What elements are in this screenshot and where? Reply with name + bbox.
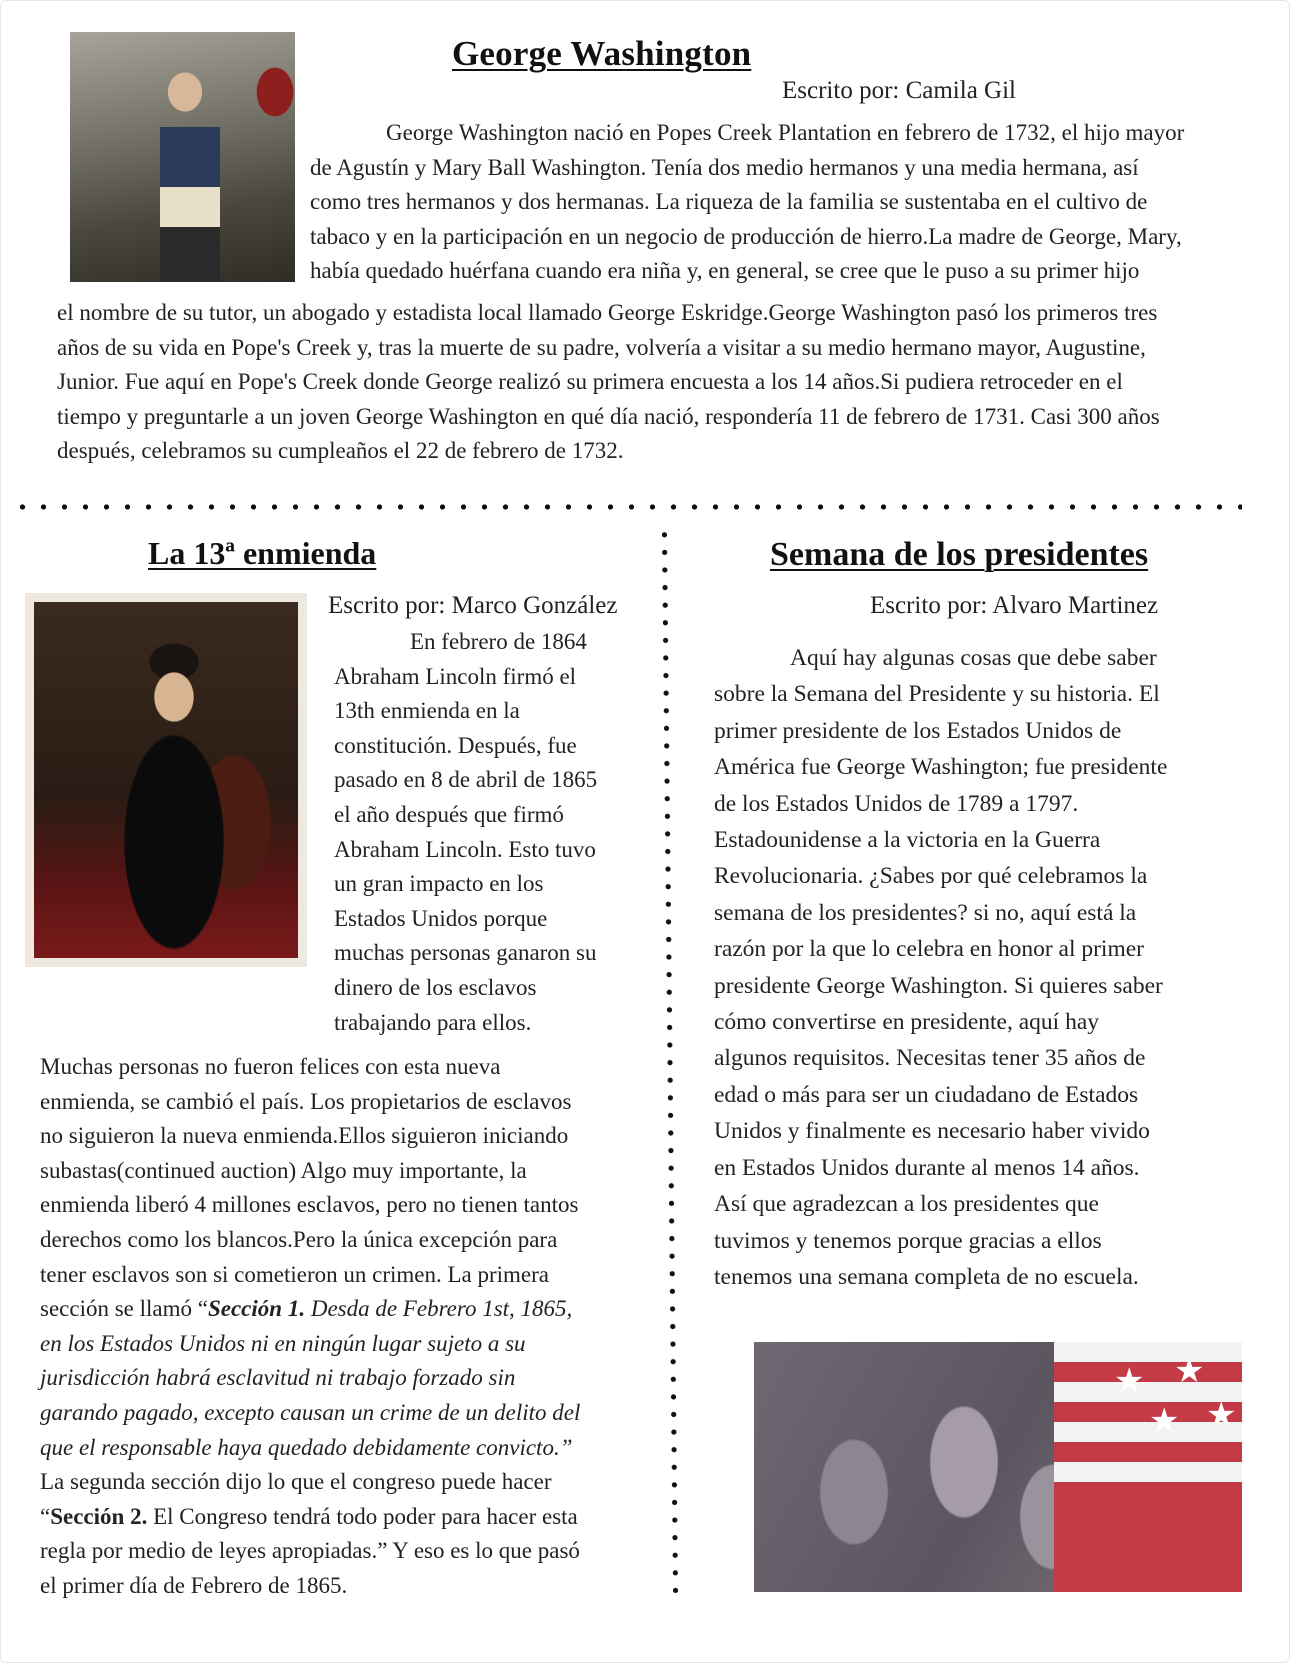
text-line: de los Estados Unidos de 1789 a 1797. xyxy=(714,790,1079,817)
text-line: enmienda, se cambió el país. Los propietarios de esclavos xyxy=(40,1088,572,1114)
text-line: En febrero de 1864 xyxy=(410,629,587,654)
text-line: tuvimos y tenemos porque gracias a ellos xyxy=(714,1227,1102,1254)
text-line: tabaco y en la participación en un negocio de producción de hierro.La madre de George, Mary, xyxy=(310,223,1182,249)
lincoln-portrait-image xyxy=(25,593,307,967)
text-line: razón por la que lo celebra en honor al primer xyxy=(714,936,1144,963)
section1-line: garando pagado, excepto causan un crime de un delito del xyxy=(40,1399,581,1425)
text-line: como tres hermanos y dos hermanas. La riqueza de la familia se sustentaba en el cultivo de xyxy=(310,189,1148,215)
flag-star-icon: ★ xyxy=(1206,1395,1237,1435)
text-line: tenemos una semana completa de no escuela. xyxy=(714,1263,1139,1290)
text-line: 13th enmienda en la xyxy=(334,698,520,724)
article1-title: George Washington xyxy=(452,34,752,73)
text-line: Junior. Fue aquí en Pope's Creek donde George realizó su primera encuesta a los 14 años.Si pudiera retroceder en el xyxy=(57,369,1123,395)
text-line: sobre la Semana del Presidente y su historia. El xyxy=(714,681,1160,708)
text-line: regla por medio de leyes apropiadas.” Y eso es lo que pasó xyxy=(40,1538,580,1564)
text-line: en Estados Unidos durante al menos 14 años. xyxy=(714,1154,1140,1181)
text-line: cómo convertirse en presidente, aquí hay xyxy=(714,1009,1099,1036)
section1-line: en los Estados Unidos ni en ningún lugar sujeto a su xyxy=(40,1330,526,1356)
section2-quote: “ xyxy=(40,1503,51,1529)
text-line: enmienda liberó 4 millones esclavos, pero no tienen tantos xyxy=(40,1192,579,1218)
text-line: semana de los presidentes? si no, aquí está la xyxy=(714,899,1137,926)
section1-prefix: sección se llamó “ xyxy=(40,1296,208,1322)
article2-full-text xyxy=(40,1050,660,1604)
article3-text xyxy=(714,640,1254,1295)
article2-wrapped-text xyxy=(334,625,654,1040)
flag-star-icon: ★ xyxy=(1149,1401,1180,1441)
text-line: el año después que firmó xyxy=(334,801,564,827)
text-line: no siguieron la nueva enmienda.Ellos siguieron iniciando xyxy=(40,1123,569,1149)
section1-line: que el responsable haya quedado debidamente convicto.” xyxy=(40,1434,573,1460)
text-line: pasado en 8 de abril de 1865 xyxy=(334,767,598,793)
article1-byline: Escrito por: Camila Gil xyxy=(782,77,1016,104)
text-line: Aquí hay algunas cosas que debe saber xyxy=(790,645,1157,671)
text-line: subastas(continued auction) Algo muy importante, la xyxy=(40,1157,527,1183)
text-line: había quedado huérfana cuando era niña y, en general, se cree que le puso a su primer hijo xyxy=(310,258,1140,284)
text-line: tener esclavos son si cometieron un crimen. La primera xyxy=(40,1261,550,1287)
text-line: Estados Unidos porque xyxy=(334,905,548,931)
text-line: constitución. Después, fue xyxy=(334,732,577,758)
flag-star-icon: ★ xyxy=(1114,1361,1145,1401)
text-line: el nombre de su tutor, un abogado y estadista local llamado George Eskridge.George Washington pasó los primeros tres xyxy=(57,300,1158,325)
washington-portrait-image xyxy=(70,32,295,282)
section1-line: jurisdicción habrá esclavitud ni trabajo forzado sin xyxy=(40,1365,516,1391)
text-line: después, celebramos su cumpleaños el 22 de febrero de 1732. xyxy=(57,438,624,464)
text-line: el primer día de Febrero de 1865. xyxy=(40,1572,348,1598)
text-line: América fue George Washington; fue presidente xyxy=(714,754,1168,781)
text-line: La segunda sección dijo lo que el congreso puede hacer xyxy=(40,1469,552,1495)
presidents-flag-image xyxy=(754,1342,1242,1592)
section1-start: Desda de Febrero 1st, 1865, xyxy=(305,1296,573,1322)
text-line: algunos requisitos. Necesitas tener 35 años de xyxy=(714,1045,1146,1072)
text-line: Abraham Lincoln. Esto tuvo xyxy=(334,836,596,862)
text-line: primer presidente de los Estados Unidos de xyxy=(714,717,1122,744)
lincoln-portrait-painting xyxy=(34,602,298,958)
text-line: de Agustín y Mary Ball Washington. Tenía dos medio hermanos y una media hermana, así xyxy=(310,154,1139,180)
section1-label: Sección 1. xyxy=(207,1296,306,1322)
text-line: presidente George Washington. Si quieres saber xyxy=(714,972,1163,999)
article2-title: La 13ª enmienda xyxy=(148,535,377,571)
horizontal-dotted-divider xyxy=(12,504,1242,510)
article1-wrapped-text xyxy=(310,116,1275,289)
article1-full-text xyxy=(57,296,1282,469)
text-line: Unidos y finalmente es necesario haber vivido xyxy=(714,1118,1150,1145)
section1-first-line xyxy=(40,1292,660,1327)
text-line: Muchas personas no fueron felices con esta nueva xyxy=(40,1054,501,1079)
section2-start: El Congreso tendrá todo poder para hacer esta xyxy=(147,1503,578,1529)
article2-byline: Escrito por: Marco González xyxy=(328,592,618,619)
text-line: un gran impacto en los xyxy=(334,871,544,897)
text-line: Revolucionaria. ¿Sabes por qué celebramos la xyxy=(714,863,1148,890)
section2-first-line xyxy=(40,1500,660,1535)
text-line: Abraham Lincoln firmó el xyxy=(334,663,577,689)
text-line: George Washington nació en Popes Creek Plantation en febrero de 1732, el hijo mayor xyxy=(386,120,1185,145)
text-line: tiempo y preguntarle a un joven George Washington en qué día nació, respondería 11 de febrero de 1731. Casi 300 años xyxy=(57,403,1160,429)
section2-label: Sección 2. xyxy=(50,1503,148,1529)
text-line: Así que agradezcan a los presidentes que xyxy=(714,1191,1099,1218)
flag-star-icon: ★ xyxy=(1174,1351,1205,1391)
article3-title: Semana de los presidentes xyxy=(770,536,1149,573)
text-line: derechos como los blancos.Pero la única excepción para xyxy=(40,1226,558,1252)
article3-byline: Escrito por: Alvaro Martinez xyxy=(870,592,1159,619)
text-line: edad o más para ser un ciudadano de Estados xyxy=(714,1081,1139,1108)
text-line: Estadounidense a la victoria en la Guerra xyxy=(714,827,1101,854)
text-line: trabajando para ellos. xyxy=(334,1009,532,1035)
text-line: años de su vida en Pope's Creek y, tras la muerte de su padre, volvería a visitar a su medio hermano mayor, Augustine, xyxy=(57,334,1146,360)
text-line: dinero de los esclavos xyxy=(334,974,537,1000)
text-line: muchas personas ganaron su xyxy=(334,940,597,966)
